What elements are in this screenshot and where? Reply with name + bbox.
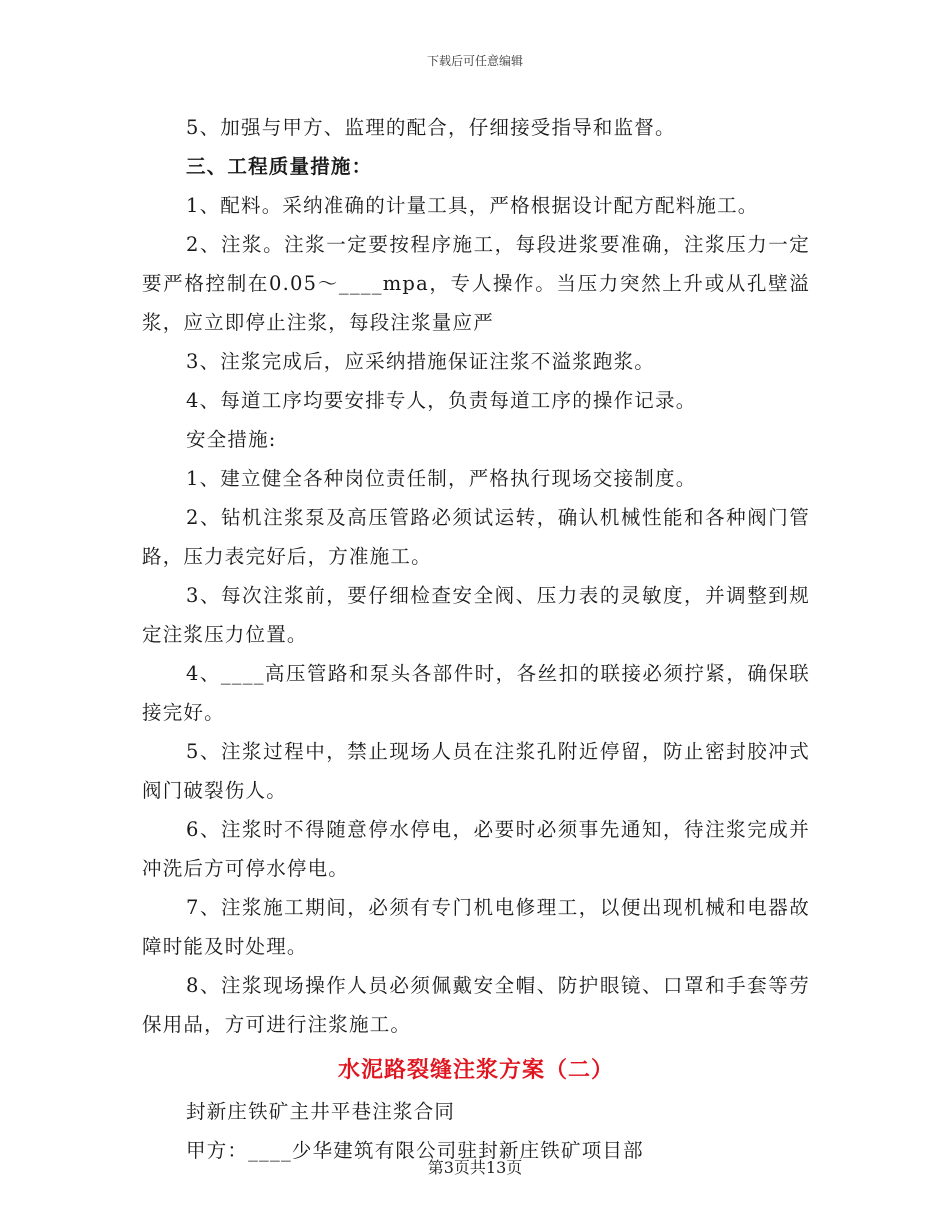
- paragraph-safety-3: 3、每次注浆前，要仔细检查安全阀、压力表的灵敏度，并调整到规定注浆压力位置。: [142, 584, 810, 646]
- paragraph-safety-8: 8、注浆现场操作人员必须佩戴安全帽、防护眼镜、口罩和手套等劳保用品，方可进行注浆施工。: [142, 974, 810, 1036]
- paragraph-safety-5: 5、注浆过程中，禁止现场人员在注浆孔附近停留，防止密封胶冲式阀门破裂伤人。: [142, 740, 810, 802]
- paragraph-grouting: 2、注浆。注浆一定要按程序施工，每段进浆要准确，注浆压力一定要严格控制在0.05～____mpa，专人操作。当压力突然上升或从孔壁溢浆，应立即停止注浆，每段注浆量应严: [142, 233, 810, 334]
- paragraph-after-grouting: 3、注浆完成后，应采纳措施保证注浆不溢浆跑浆。: [186, 350, 656, 373]
- heading-quality-measures: 三、工程质量措施：: [186, 155, 373, 178]
- paragraph-safety-7: 7、注浆施工期间，必须有专门机电修理工，以便出现机械和电器故障时能及时处理。: [142, 896, 810, 958]
- paragraph-procedure-records: 4、每道工序均要安排专人，负责每道工序的操作记录。: [186, 389, 697, 412]
- contract-name: 封新庄铁矿主井平巷注浆合同: [186, 1100, 456, 1123]
- paragraph-safety-6: 6、注浆时不得随意停水停电，必要时必须事先通知，待注浆完成并冲洗后方可停水停电。: [142, 818, 810, 880]
- paragraph-safety-4: 4、____高压管路和泵头各部件时，各丝扣的联接必须拧紧，确保联接完好。: [142, 662, 810, 724]
- paragraph-ingredients: 1、配料。采纳准确的计量工具，严格根据设计配方配料施工。: [186, 194, 759, 217]
- page-header: 下载后可任意编辑: [426, 54, 523, 68]
- heading-safety-measures: 安全措施:: [186, 428, 277, 451]
- paragraph-safety-2: 2、钻机注浆泵及高压管路必须试运转，确认机械性能和各种阀门管路，压力表完好后，方准施工。: [142, 506, 810, 568]
- paragraph-safety-1: 1、建立健全各种岗位责任制，严格执行现场交接制度。: [186, 467, 697, 490]
- page-footer: 第3页共13页: [427, 1158, 523, 1177]
- document-body: [142, 108, 810, 1170]
- paragraph-coordination: 5、加强与甲方、监理的配合，仔细接受指导和监督。: [186, 116, 676, 139]
- party-a: 甲方：____少华建筑有限公司驻封新庄铁矿项目部: [186, 1139, 644, 1162]
- section-title: 水泥路裂缝注浆方案（二）: [337, 1057, 614, 1083]
